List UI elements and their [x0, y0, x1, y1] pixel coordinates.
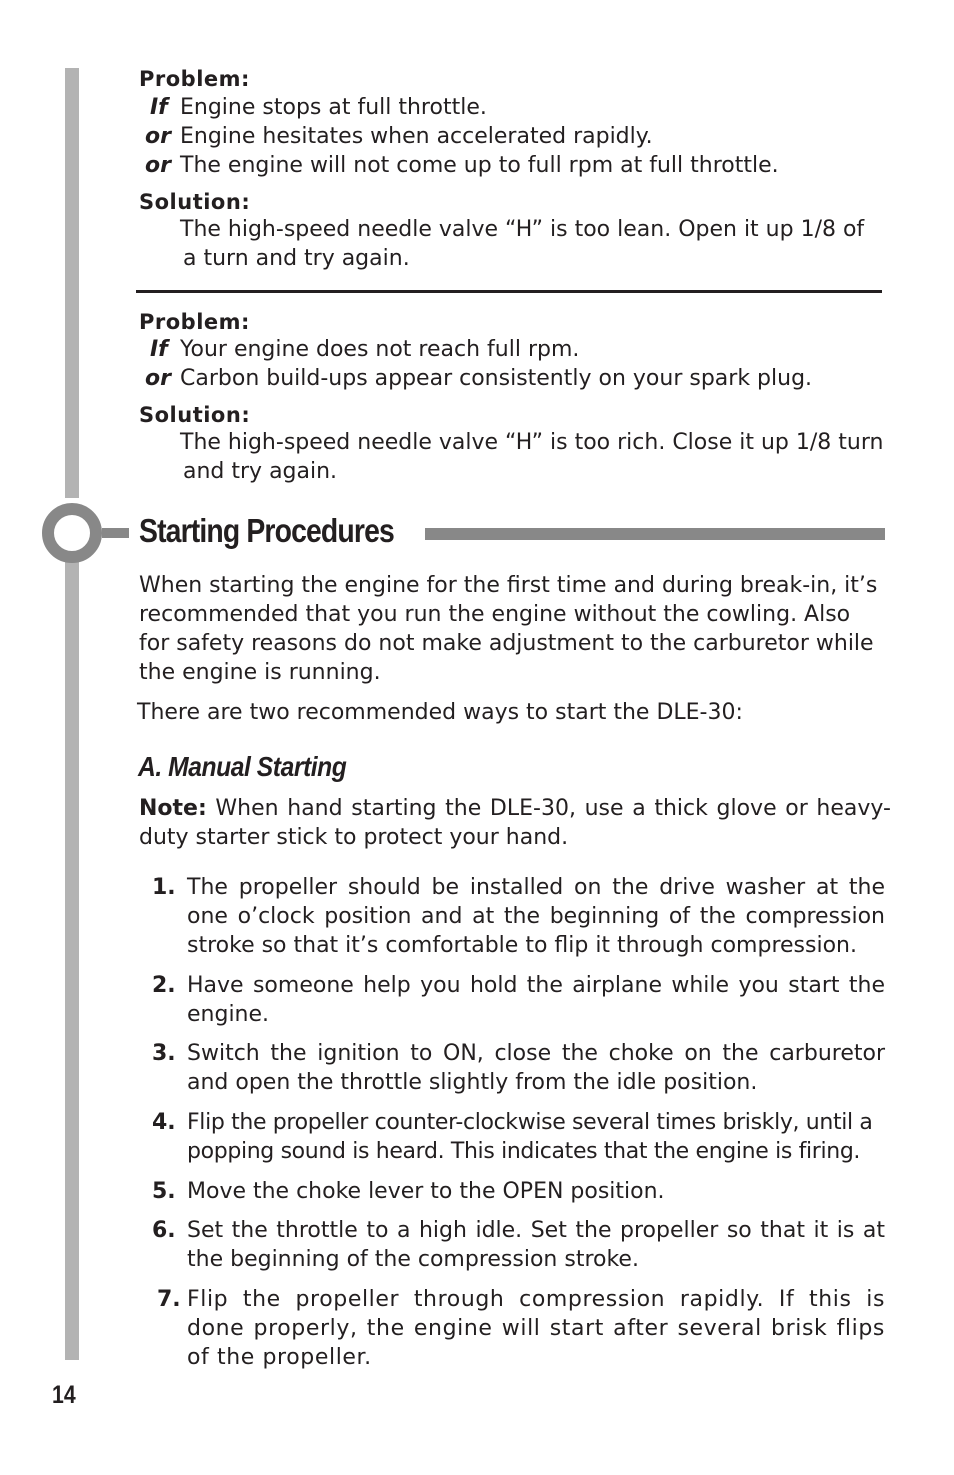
step-number: 1. [152, 875, 176, 900]
section-divider [136, 290, 882, 293]
condition-keyword: If [150, 95, 168, 120]
condition-text: Engine stops at full throttle. [180, 95, 487, 120]
step-text: Set the throttle to a high idle. Set the propeller so that it is at the beginning of the compression stroke. [187, 1218, 885, 1272]
ways-paragraph: There are two recommended ways to start the DLE-30: [137, 700, 743, 725]
step-number: 4. [152, 1110, 176, 1135]
condition-text: Carbon build-ups appear consistently on your spark plug. [180, 366, 813, 391]
step-number: 5. [152, 1179, 176, 1204]
intro-paragraph: When starting the engine for the first time and during break-in, it’s recommended that you run the engine without the cowling. Also for safety reasons do not make adjustment to the carburetor while the engine is running. [139, 573, 878, 685]
page-number: 14 [52, 1381, 76, 1409]
step-text: Flip the propeller counter-clockwise several times briskly, until a popping sound is heard. This indicates that the engine is firing. [187, 1110, 873, 1164]
sidebar-bar-bottom [65, 548, 79, 1360]
step-text: Move the choke lever to the OPEN position. [187, 1179, 665, 1204]
condition-text: Engine hesitates when accelerated rapidly. [180, 124, 653, 149]
solution-label: Solution: [139, 403, 251, 427]
note-text: When hand starting the DLE-30, use a thick glove or heavy-duty starter stick to protect your hand. [139, 796, 891, 850]
solution-line: and try again. [183, 459, 338, 484]
condition-keyword: or [145, 124, 171, 149]
step-number: 7. [157, 1287, 181, 1312]
problem-label: Problem: [139, 310, 250, 334]
step-text: The propeller should be installed on the drive washer at the one o’clock position and at the beginning of the compression stroke so that it’s comfortable to flip it through compression. [187, 875, 885, 958]
condition-text: Your engine does not reach full rpm. [180, 337, 580, 362]
step-text: Have someone help you hold the airplane while you start the engine. [187, 973, 885, 1027]
sidebar-bar-top [65, 68, 79, 498]
condition-keyword: or [145, 153, 171, 178]
note-label: Note: [139, 796, 207, 821]
solution-line: The high-speed needle valve “H” is too rich. Close it up 1/8 turn [180, 430, 884, 455]
subsection-title: A. Manual Starting [138, 751, 347, 782]
problem-label: Problem: [139, 67, 250, 91]
section-marker-icon [42, 503, 102, 563]
step-text: Flip the propeller through compression rapidly. If this is done properly, the engine will start after several brisk flips of the propeller. [187, 1287, 885, 1370]
section-title: Starting Procedures [139, 512, 394, 549]
solution-line: The high-speed needle valve “H” is too lean. Open it up 1/8 of [180, 217, 865, 242]
step-number: 6. [152, 1218, 176, 1243]
solution-label: Solution: [139, 190, 251, 214]
note-paragraph [139, 794, 891, 852]
step-number: 3. [152, 1041, 176, 1066]
section-marker-bar [102, 528, 129, 538]
step-text: Switch the ignition to ON, close the choke on the carburetor and open the throttle slightly from the idle position. [187, 1041, 885, 1095]
solution-line: a turn and try again. [183, 246, 410, 271]
condition-keyword: or [145, 366, 171, 391]
section-title-rule [425, 528, 885, 540]
step-number: 2. [152, 973, 176, 998]
condition-keyword: If [150, 337, 168, 362]
condition-text: The engine will not come up to full rpm at full throttle. [180, 153, 779, 178]
